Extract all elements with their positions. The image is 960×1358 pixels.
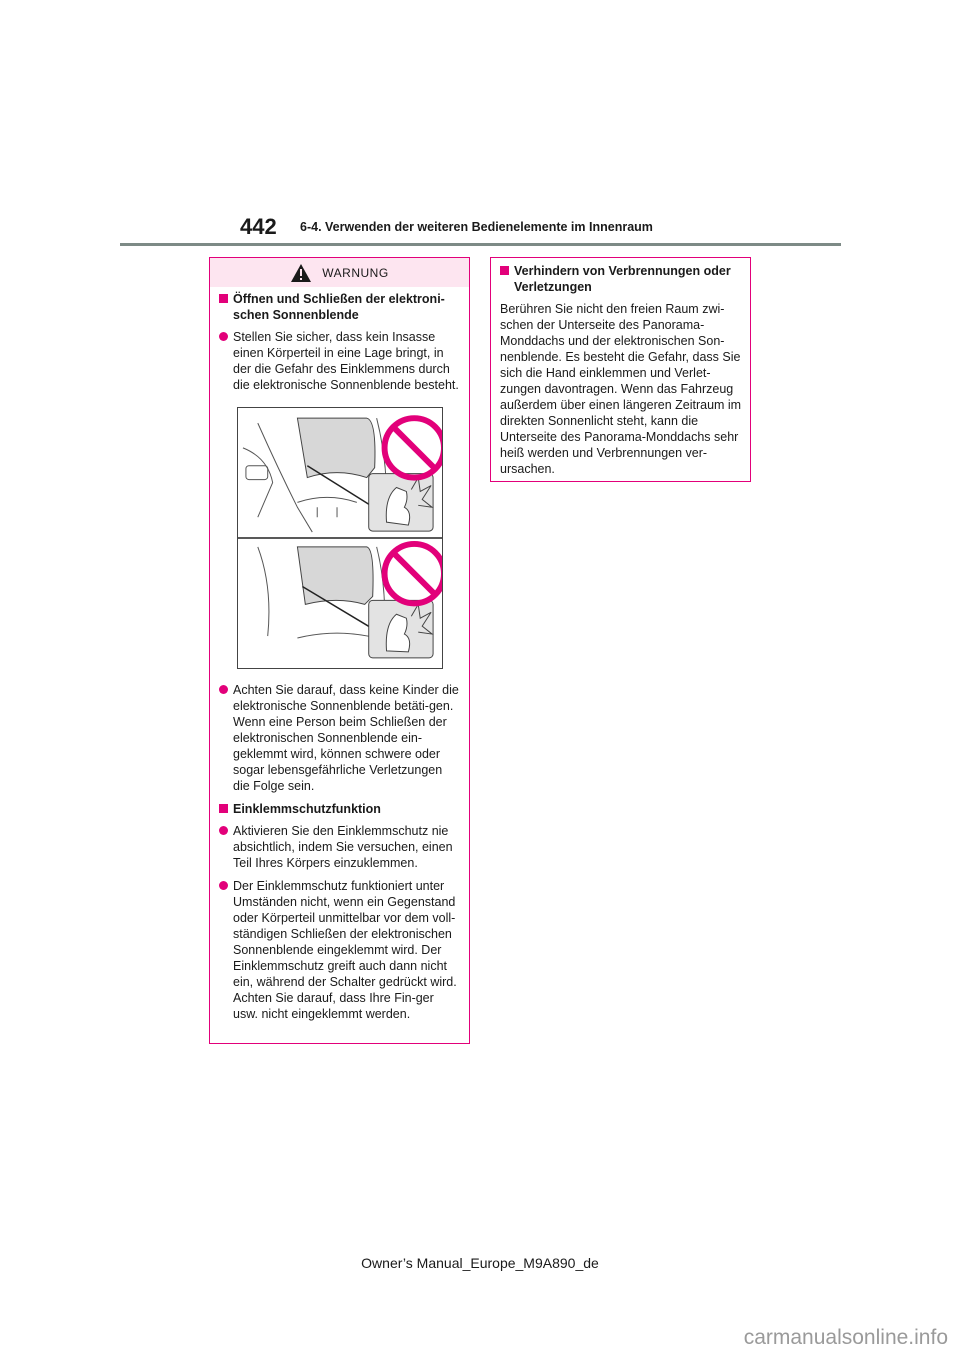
burn-prevention-box [490,257,751,482]
heading-text: Öffnen und Schließen der elektroni-schen Sonnenblende [233,292,445,322]
header-rule [120,243,841,246]
warning-box [209,257,470,1044]
warning-triangle-icon [290,263,312,283]
warning-header [210,258,469,287]
heading-text: Verhindern von Verbrennungen oder Verletzungen [514,264,731,294]
square-bullet-icon [500,266,509,275]
page-number: 442 [240,214,277,239]
bullet-text: Der Einklemmschutz funktioniert unter Umständen nicht, wenn ein Gegenstand oder Körperteil unmittelbar vor dem voll-ständigen Schließen der elektronischen Sonnenblende eingeklemmt wird. Der Einklemmschutz greift auch dann nicht ein, während der Schalter gedrückt wird. Achten Sie darauf, dass Ihre Fin-ger usw. nicht eingeklemmt werden. [233,879,457,1021]
square-bullet-icon [219,804,228,813]
watermark: carmanualsonline.info [743,1326,948,1349]
heading-text: Einklemmschutzfunktion [233,802,381,816]
round-bullet-icon [219,685,228,694]
bullet-text: Stellen Sie sicher, dass kein Insasse einen Körperteil in eine Lage bringt, in der die Gefahr des Einklemmens durch die elektronische Sonnenblende besteht. [233,330,459,392]
round-bullet-icon [219,881,228,890]
square-bullet-icon [219,294,228,303]
burn-prevention-heading [500,263,742,295]
sunshade-pinch-illustration [237,407,443,669]
bullet-text: Achten Sie darauf, dass keine Kinder die elektronische Sonnenblende betäti-gen. Wenn eine Person beim Schließen der elektronischen Sonnenblende ein-geklemmt wird, können schwere oder sogar lebensgefährliche Verletzungen die Folge sein. [233,683,459,793]
bullet-item [219,682,461,794]
warning-heading-sunshade [219,291,461,323]
round-bullet-icon [219,332,228,341]
warning-label: WARNUNG [322,265,389,280]
bullet-item [219,823,461,871]
bullet-item [219,329,461,393]
footer-manual-id: Owner’s Manual_Europe_M9A890_de [361,1255,599,1271]
warning-heading-pinch-protection [219,801,461,817]
round-bullet-icon [219,826,228,835]
bullet-item [219,878,461,1022]
section-title: 6-4. Verwenden der weiteren Bedienelemente im Innenraum [300,220,653,234]
bullet-text: Aktivieren Sie den Einklemmschutz nie absichtlich, indem Sie versuchen, einen Teil Ihres Körpers einzuklemmen. [233,824,453,870]
burn-prevention-text: Berühren Sie nicht den freien Raum zwi-schen der Unterseite des Panorama-Monddachs und der elektronischen Son-nenblende. Es besteht die Gefahr, dass Sie sich die Hand einklemmen und Verlet-zungen davontragen. Wenn das Fahrzeug außerdem über einen längeren Zeitraum im direkten Sonnenlicht steht, kann die Unterseite des Panorama-Monddachs sehr heiß werden und Verbrennungen ver-ursachen. [500,302,742,476]
